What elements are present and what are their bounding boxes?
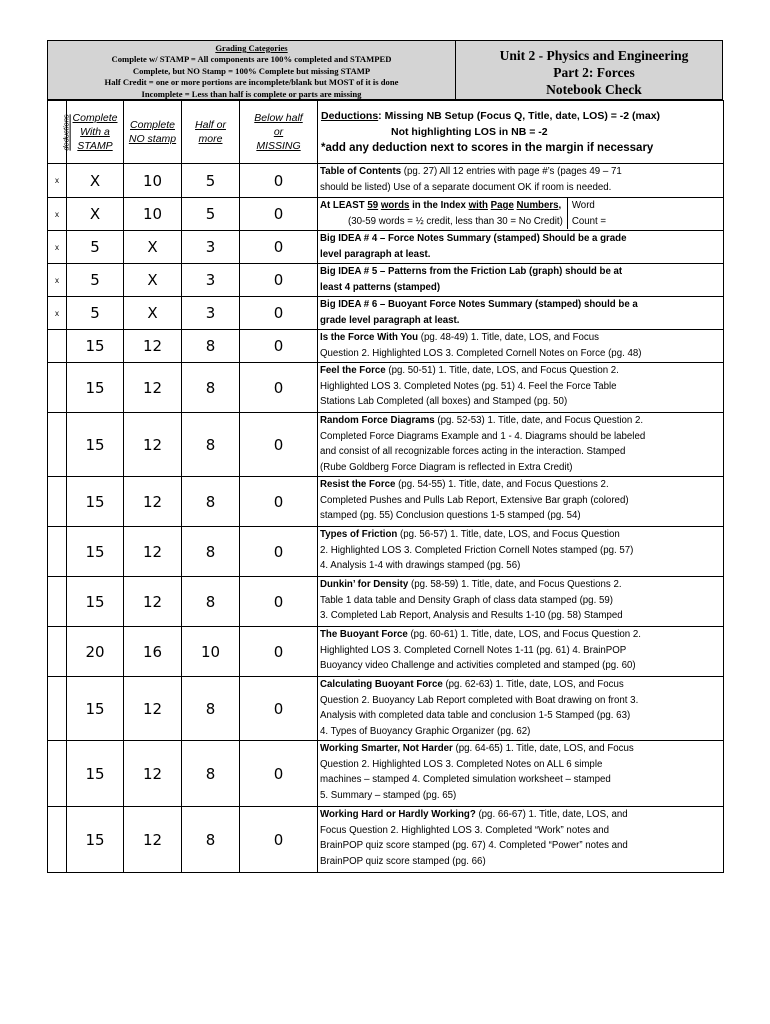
table-row: [48, 527, 724, 577]
header: [47, 40, 723, 100]
table-row: [48, 477, 724, 527]
table-row: [48, 231, 724, 264]
table-row: [48, 363, 724, 413]
score-half: 8: [182, 807, 240, 873]
score-complete-stamp: 15: [67, 477, 124, 527]
score-complete-stamp: 5: [67, 231, 124, 264]
deduction-mark: [48, 741, 67, 807]
deduction-mark: [48, 807, 67, 873]
table-row: [48, 198, 724, 231]
notebook-check-sheet: [47, 40, 723, 873]
score-below-half: 0: [240, 164, 318, 198]
score-complete-nostamp: X: [124, 297, 182, 330]
score-complete-nostamp: X: [124, 264, 182, 297]
table-row: [48, 627, 724, 677]
grading-line: Complete w/ STAMP = All components are 100% completed and STAMPED: [111, 54, 392, 65]
score-half: 8: [182, 413, 240, 477]
table-row: [48, 677, 724, 741]
score-complete-stamp: 15: [67, 807, 124, 873]
assignment-description: Big IDEA # 4 – Force Notes Summary (stamped) Should be a grade level paragraph at least.: [318, 231, 724, 264]
grading-categories: [48, 41, 456, 99]
table-row: [48, 330, 724, 363]
assignment-description: Dunkin’ for Density (pg. 58-59) 1. Title, date, and Focus Questions 2. Table 1 data table and Density Graph of class data stamped (pg. 59) 3. Completed Lab Report, Analysis and Results 1-10 (pg. 58) Stamped: [318, 577, 724, 627]
score-complete-nostamp: 12: [124, 527, 182, 577]
deduction-mark: [48, 363, 67, 413]
table-row: [48, 297, 724, 330]
score-complete-nostamp: 10: [124, 198, 182, 231]
deductions-note: Deductions: Missing NB Setup (Focus Q, Title, date, LOS) = -2 (max) Not highlighting LOS in NB = -2 *add any deduction next to scores in the margin if necessary: [318, 101, 724, 164]
assignment-description: Big IDEA # 5 – Patterns from the Friction Lab (graph) should be at least 4 patterns (stamped): [318, 264, 724, 297]
score-half: 3: [182, 297, 240, 330]
unit-line: Unit 2 - Physics and Engineering: [499, 48, 689, 63]
assignment-description: Is the Force With You (pg. 48-49) 1. Title, date, LOS, and Focus Question 2. Highlighted LOS 3. Completed Cornell Notes on Force (pg. 48): [318, 330, 724, 363]
assignment-description: Types of Friction (pg. 56-57) 1. Title, date, LOS, and Focus Question 2. Highlighted LOS 3. Completed Friction Cornell Notes stamped (pg. 57) 4. Analysis 1-4 with drawings stamped (pg. 56): [318, 527, 724, 577]
grading-title: Grading Categories: [215, 43, 288, 53]
score-complete-stamp: 5: [67, 264, 124, 297]
score-complete-nostamp: 12: [124, 413, 182, 477]
score-below-half: 0: [240, 413, 318, 477]
score-complete-nostamp: 16: [124, 627, 182, 677]
score-below-half: 0: [240, 231, 318, 264]
score-half: 10: [182, 627, 240, 677]
score-below-half: 0: [240, 577, 318, 627]
deduction-mark: x: [48, 164, 67, 198]
deduction-mark: x: [48, 198, 67, 231]
score-half: 5: [182, 198, 240, 231]
assignment-description: Feel the Force (pg. 50-51) 1. Title, date, LOS, and Focus Question 2. Highlighted LOS 3. Completed Notes (pg. 51) 4. Feel the Force Table Stations Lab Completed (all boxes) and Stamped (pg. 50): [318, 363, 724, 413]
score-complete-stamp: 20: [67, 627, 124, 677]
score-complete-nostamp: X: [124, 231, 182, 264]
assignment-description: Calculating Buoyant Force (pg. 62-63) 1. Title, date, LOS, and Focus Question 2. Buoyancy Lab Report completed with Boat drawing on front 3. Analysis with completed data table and conclusion 1-5 Stamped (pg. 63) 4. Types of Buoyancy Graphic Organizer (pg. 62): [318, 677, 724, 741]
unit-line: Notebook Check: [546, 82, 642, 97]
column-header-row: [48, 101, 724, 164]
unit-line: Part 2: Forces: [553, 65, 635, 80]
score-half: 3: [182, 264, 240, 297]
deduction-mark: x: [48, 297, 67, 330]
score-complete-stamp: 15: [67, 330, 124, 363]
score-complete-nostamp: 12: [124, 807, 182, 873]
score-half: 3: [182, 231, 240, 264]
assignment-description: Random Force Diagrams (pg. 52-53) 1. Title, date, and Focus Question 2. Completed Force Diagrams Example and 1 - 4. Diagrams should be labeled and consist of all recognizable forces acting in the interaction. Stamped (Rube Goldberg Force Diagram is reflected in Extra Credit): [318, 413, 724, 477]
score-complete-stamp: X: [67, 198, 124, 231]
deduction-mark: [48, 677, 67, 741]
assignment-description: Resist the Force (pg. 54-55) 1. Title, date, and Focus Questions 2. Completed Pushes and Pulls Lab Report, Extensive Bar graph (colored) stamped (pg. 55) Conclusion questions 1-5 stamped (pg. 54): [318, 477, 724, 527]
assignment-description: Working Hard or Hardly Working? (pg. 66-67) 1. Title, date, LOS, and Focus Question 2. Highlighted LOS 3. Completed “Work” notes and BrainPOP quiz score stamped (pg. 67) 4. Completed “Power” notes and BrainPOP quiz score stamped (pg. 66): [318, 807, 724, 873]
deduction-mark: [48, 477, 67, 527]
score-half: 5: [182, 164, 240, 198]
score-complete-nostamp: 12: [124, 741, 182, 807]
score-below-half: 0: [240, 741, 318, 807]
deduction-mark: [48, 527, 67, 577]
assignment-description: The Buoyant Force (pg. 60-61) 1. Title, date, LOS, and Focus Question 2. Highlighted LOS 3. Completed Cornell Notes 1-11 (pg. 61) 4. BrainPOP Buoyancy video Challenge and activities completed and stamped (pg. 60): [318, 627, 724, 677]
score-below-half: 0: [240, 677, 318, 741]
score-complete-stamp: 15: [67, 363, 124, 413]
word-count-box: Word Count =: [567, 198, 606, 229]
score-complete-stamp: 5: [67, 297, 124, 330]
score-below-half: 0: [240, 330, 318, 363]
score-half: 8: [182, 741, 240, 807]
score-complete-nostamp: 12: [124, 577, 182, 627]
complete-nostamp-header: Complete NO stamp: [124, 101, 182, 164]
assignment-description: Working Smarter, Not Harder (pg. 64-65) 1. Title, date, LOS, and Focus Question 2. Highlighted LOS 3. Completed Notes on ALL 6 simple machines – stamped 4. Completed simulation worksheet – stamped 5. Summary – stamped (pg. 65): [318, 741, 724, 807]
score-half: 8: [182, 477, 240, 527]
deduction-mark: [48, 413, 67, 477]
score-complete-stamp: 15: [67, 677, 124, 741]
unit-title: [456, 41, 722, 99]
score-below-half: 0: [240, 198, 318, 231]
score-below-half: 0: [240, 527, 318, 577]
deduction-mark: [48, 330, 67, 363]
grading-line: Half Credit = one or more portions are incomplete/blank but MOST of it is done: [104, 77, 399, 88]
score-below-half: 0: [240, 477, 318, 527]
score-half: 8: [182, 577, 240, 627]
score-below-half: 0: [240, 627, 318, 677]
table-row: [48, 264, 724, 297]
table-row: [48, 577, 724, 627]
half-header: Half or more: [182, 101, 240, 164]
score-complete-nostamp: 12: [124, 330, 182, 363]
score-complete-nostamp: 12: [124, 677, 182, 741]
table-row: [48, 413, 724, 477]
score-complete-nostamp: 10: [124, 164, 182, 198]
score-below-half: 0: [240, 363, 318, 413]
grading-line: Complete, but NO Stamp = 100% Complete but missing STAMP: [132, 65, 371, 76]
assignment-description: At LEAST 59 words in the Index with Page Numbers, (30-59 words = ½ credit, less than 30 = No Credit) Word Count =: [318, 198, 724, 231]
score-complete-nostamp: 12: [124, 363, 182, 413]
table-row: [48, 807, 724, 873]
score-below-half: 0: [240, 264, 318, 297]
score-below-half: 0: [240, 807, 318, 873]
score-complete-stamp: 15: [67, 741, 124, 807]
score-below-half: 0: [240, 297, 318, 330]
score-half: 8: [182, 330, 240, 363]
score-complete-stamp: 15: [67, 577, 124, 627]
table-row: [48, 741, 724, 807]
deduction-mark: x: [48, 264, 67, 297]
score-half: 8: [182, 677, 240, 741]
grading-line: Incomplete = Less than half is complete or parts are missing: [141, 88, 362, 99]
assignment-description: Big IDEA # 6 – Buoyant Force Notes Summary (stamped) should be a grade level paragraph at least.: [318, 297, 724, 330]
table-row: [48, 164, 724, 198]
score-complete-stamp: X: [67, 164, 124, 198]
score-half: 8: [182, 363, 240, 413]
score-complete-nostamp: 12: [124, 477, 182, 527]
deductions-header: deductions: [48, 101, 67, 164]
below-half-header: Below half or MISSING: [240, 101, 318, 164]
deduction-mark: [48, 627, 67, 677]
deduction-mark: [48, 577, 67, 627]
scoring-table: [47, 100, 724, 873]
score-complete-stamp: 15: [67, 527, 124, 577]
assignment-description: Table of Contents (pg. 27) All 12 entries with page #’s (pages 49 – 71 should be listed) Use of a separate document OK if room is needed.: [318, 164, 724, 198]
deduction-mark: x: [48, 231, 67, 264]
complete-stamp-header: Complete With a STAMP: [67, 101, 124, 164]
score-complete-stamp: 15: [67, 413, 124, 477]
score-half: 8: [182, 527, 240, 577]
